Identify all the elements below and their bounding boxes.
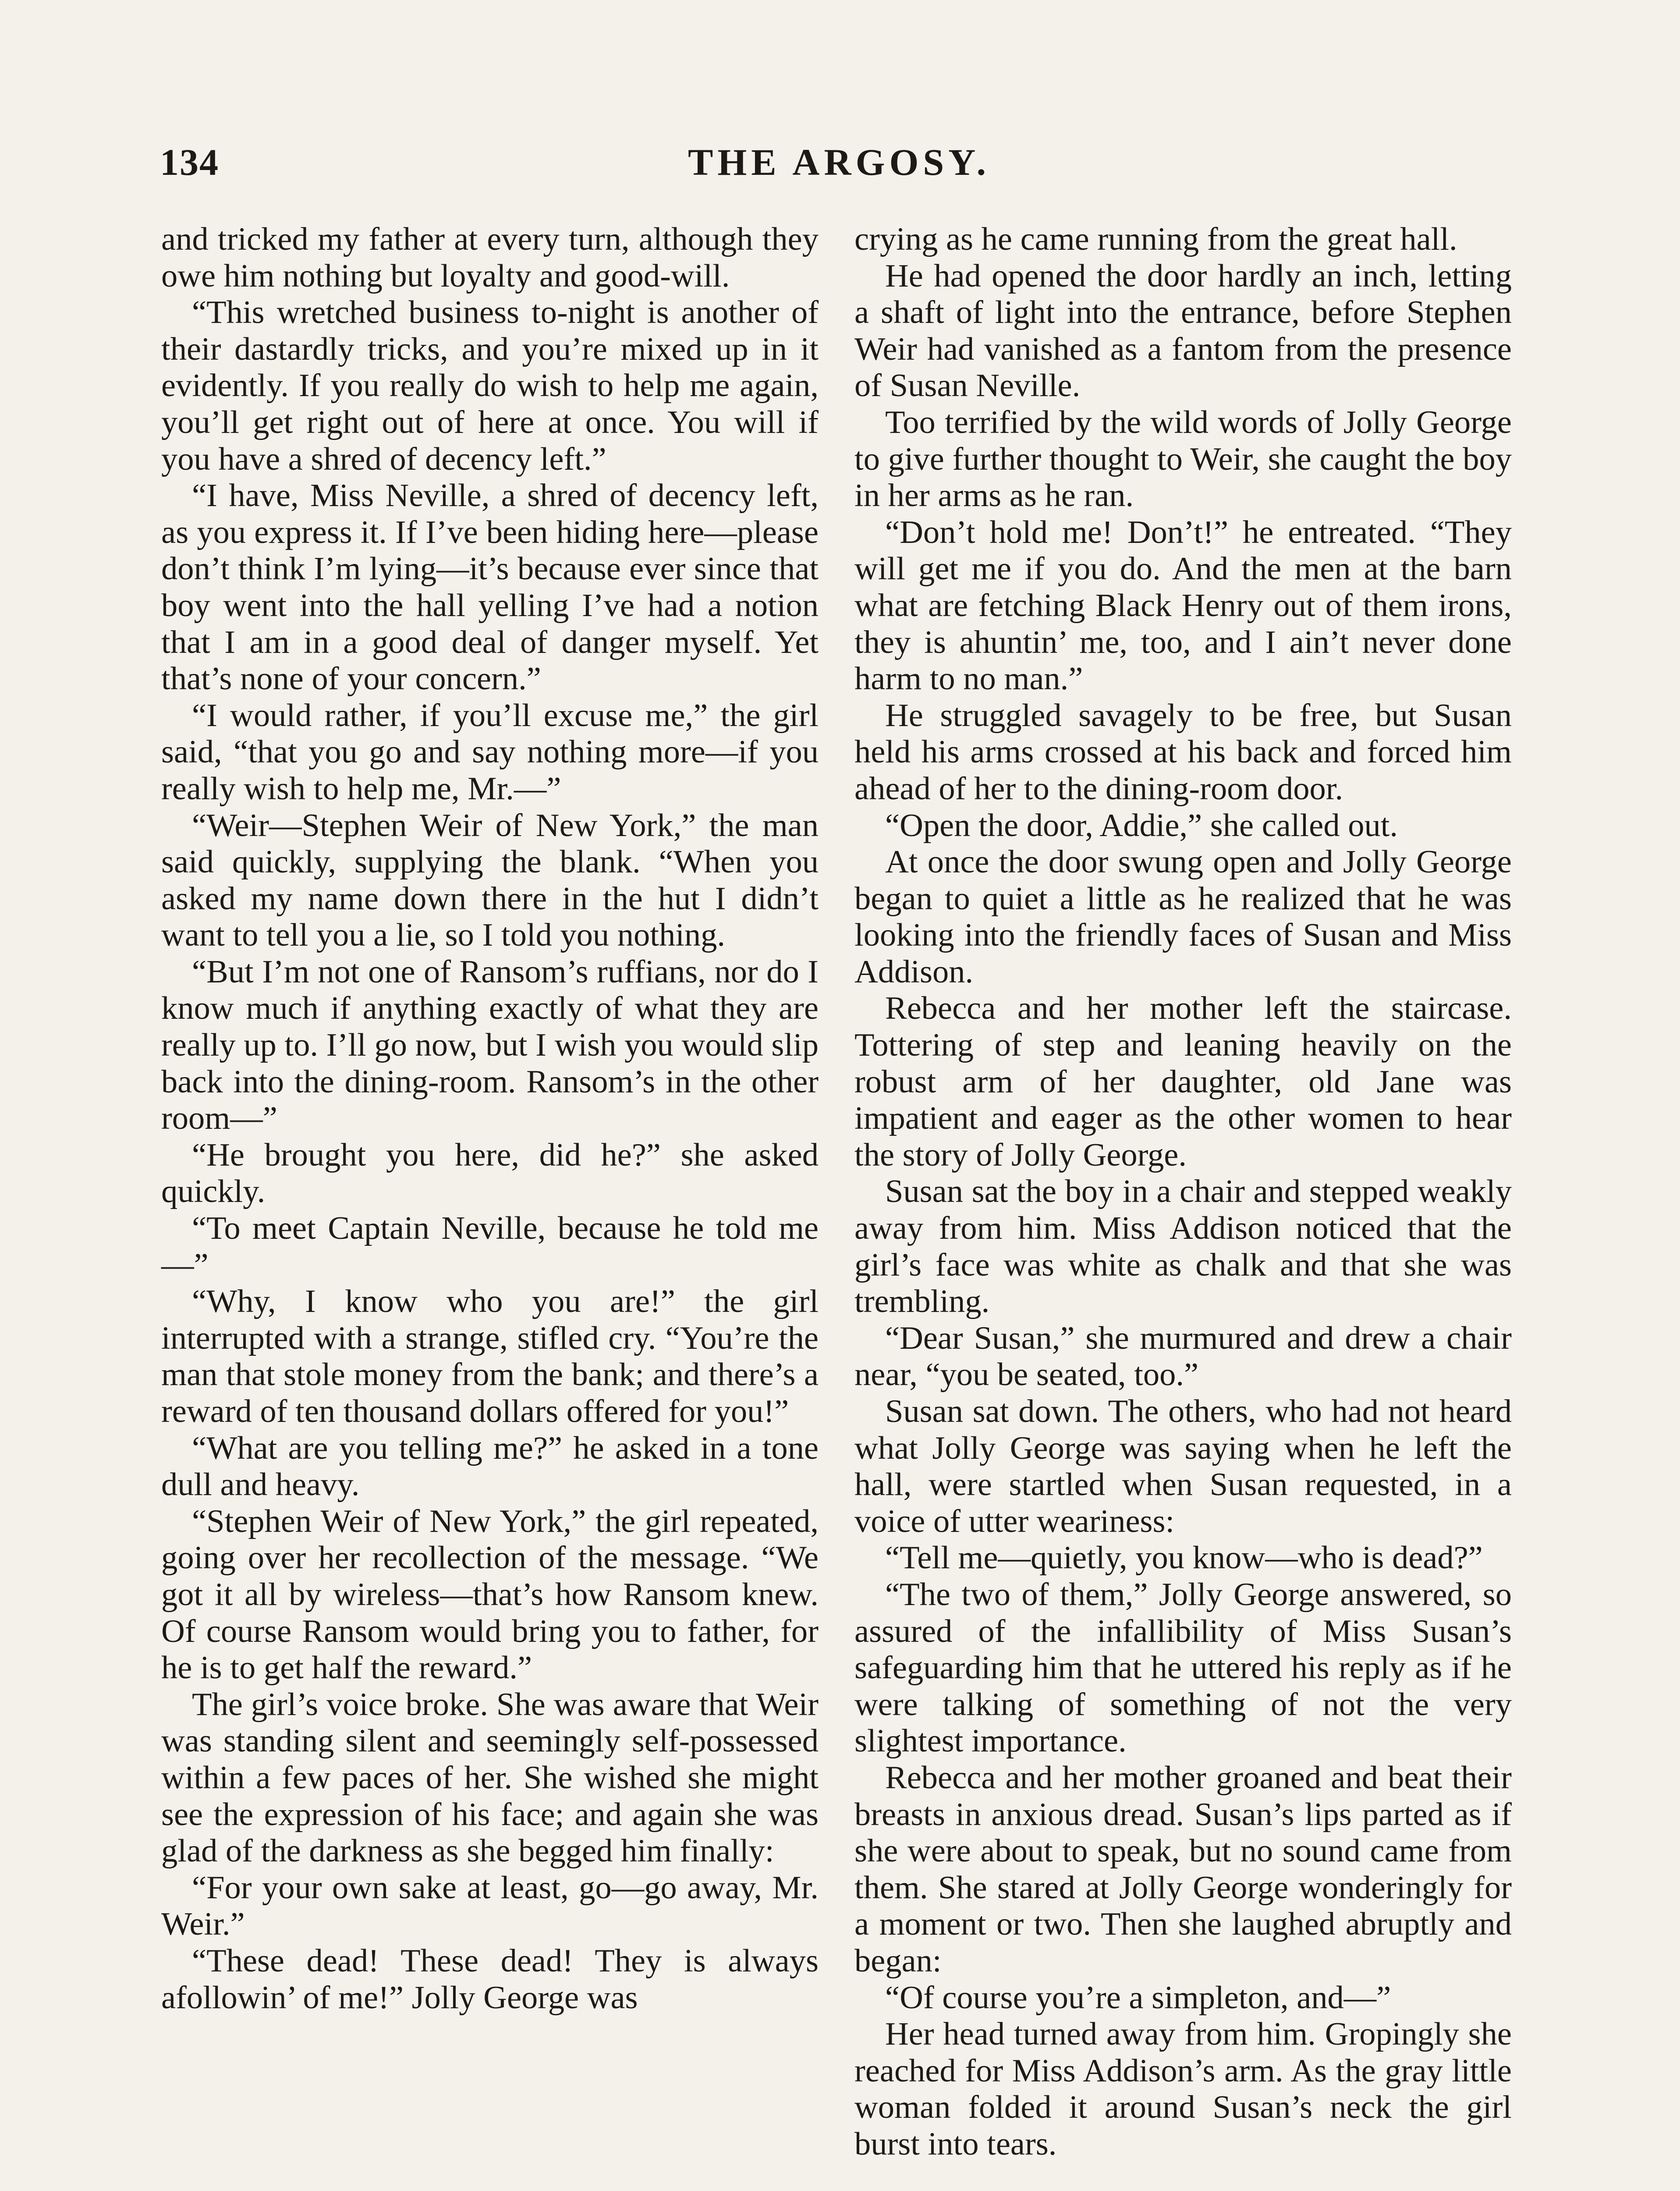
- paragraph: “I have, Miss Neville, a shred of decency left, as you express it. If I’ve been hiding here—please don’t think I’m lying—it’s because ever since that boy went into the hall yelling I’ve had a notion that I am in a good deal of danger myself. Yet that’s none of your concern.”: [161, 478, 819, 697]
- paragraph: “These dead! These dead! They is always afollowin’ of me!” Jolly George was: [161, 1943, 819, 2016]
- paragraph: and tricked my father at every turn, although they owe him nothing but loyalty and good-will.: [161, 221, 819, 294]
- paragraph: Susan sat down. The others, who had not heard what Jolly George was saying when he left the hall, were startled when Susan requested, in a voice of utter weariness:: [854, 1393, 1512, 1539]
- paragraph: “Don’t hold me! Don’t!” he entreated. “They will get me if you do. And the men at the barn what are fetching Black Henry out of them irons, they is ahuntin’ me, too, and I ain’t never done harm to no man.”: [854, 514, 1512, 697]
- paragraph: “To meet Captain Neville, because he told me—”: [161, 1210, 819, 1283]
- paragraph: “Why, I know who you are!” the girl interrupted with a strange, stifled cry. “You’re the man that stole money from the bank; and there’s a reward of ten thousand dollars offered for you!”: [161, 1283, 819, 1429]
- paragraph: “Stephen Weir of New York,” the girl repeated, going over her recollection of the message. “We got it all by wireless—that’s how Ransom knew. Of course Ransom would bring you to father, for he is to get half the reward.”: [161, 1503, 819, 1686]
- paragraph: “For your own sake at least, go—go away, Mr. Weir.”: [161, 1869, 819, 1943]
- paragraph: “Dear Susan,” she murmured and drew a chair near, “you be seated, too.”: [854, 1320, 1512, 1393]
- running-head: THE ARGOSY.: [688, 141, 990, 183]
- right-column: [854, 221, 1512, 2163]
- paragraph: “What are you telling me?” he asked in a tone dull and heavy.: [161, 1430, 819, 1503]
- paragraph: “The two of them,” Jolly George answered, so assured of the infallibility of Miss Susan’s safeguarding him that he uttered his reply as if he were talking of something of not the very slightest importance.: [854, 1576, 1512, 1759]
- paragraph: The girl’s voice broke. She was aware that Weir was standing silent and seemingly self-possessed within a few paces of her. She wished she might see the expression of his face; and again she was glad of the darkness as she begged him finally:: [161, 1686, 819, 1869]
- paragraph: “Of course you’re a simpleton, and—”: [885, 1979, 1391, 2016]
- paragraph: “Open the door, Addie,” she called out.: [885, 807, 1398, 844]
- paragraph: Rebecca and her mother groaned and beat their breasts in anxious dread. Susan’s lips parted as if she were about to speak, but no sound came from them. She stared at Jolly George wonderingly for a moment or two. Then she laughed abruptly and began:: [854, 1759, 1512, 1979]
- paragraph: Susan sat the boy in a chair and stepped weakly away from him. Miss Addison noticed that the girl’s face was white as chalk and that she was trembling.: [854, 1173, 1512, 1320]
- paragraph: “Tell me—quietly, you know—who is dead?”: [885, 1540, 1483, 1576]
- paragraph: Rebecca and her mother left the staircase. Tottering of step and leaning heavily on the robust arm of her daughter, old Jane was impatient and eager as the other women to hear the story of Jolly George.: [854, 990, 1512, 1173]
- paragraph: He struggled savagely to be free, but Susan held his arms crossed at his back and forced him ahead of her to the dining-room door.: [854, 697, 1512, 807]
- paragraph: “I would rather, if you’ll excuse me,” the girl said, “that you go and say nothing more—if you really wish to help me, Mr.—”: [161, 697, 819, 807]
- paragraph: Her head turned away from him. Gropingly she reached for Miss Addison’s arm. As the gray little woman folded it around Susan’s neck the girl burst into tears.: [854, 2016, 1512, 2162]
- page-number: 134: [160, 141, 219, 183]
- page-header: [160, 140, 1518, 193]
- paragraph: “Weir—Stephen Weir of New York,” the man said quickly, supplying the blank. “When you asked my name down there in the hut I didn’t want to tell you a lie, so I told you nothing.: [161, 807, 819, 954]
- paragraph: At once the door swung open and Jolly George began to quiet a little as he realized that he was looking into the friendly faces of Susan and Miss Addison.: [854, 844, 1512, 990]
- left-column: [161, 221, 819, 2016]
- paragraph: Too terrified by the wild words of Jolly George to give further thought to Weir, she caught the boy in her arms as he ran.: [854, 404, 1512, 514]
- paragraph: “But I’m not one of Ransom’s ruffians, nor do I know much if anything exactly of what they are really up to. I’ll go now, but I wish you would slip back into the dining-room. Ransom’s in the other room—”: [161, 954, 819, 1137]
- paragraph: crying as he came running from the great hall.: [854, 221, 1457, 257]
- paragraph: “He brought you here, did he?” she asked quickly.: [161, 1137, 819, 1210]
- paragraph: “This wretched business to-night is another of their dastardly tricks, and you’re mixed up in it evidently. If you really do wish to help me again, you’ll get right out of here at once. You will if you have a shred of decency left.”: [161, 294, 819, 477]
- paragraph: He had opened the door hardly an inch, letting a shaft of light into the entrance, before Stephen Weir had vanished as a fantom from the presence of Susan Neville.: [854, 258, 1512, 404]
